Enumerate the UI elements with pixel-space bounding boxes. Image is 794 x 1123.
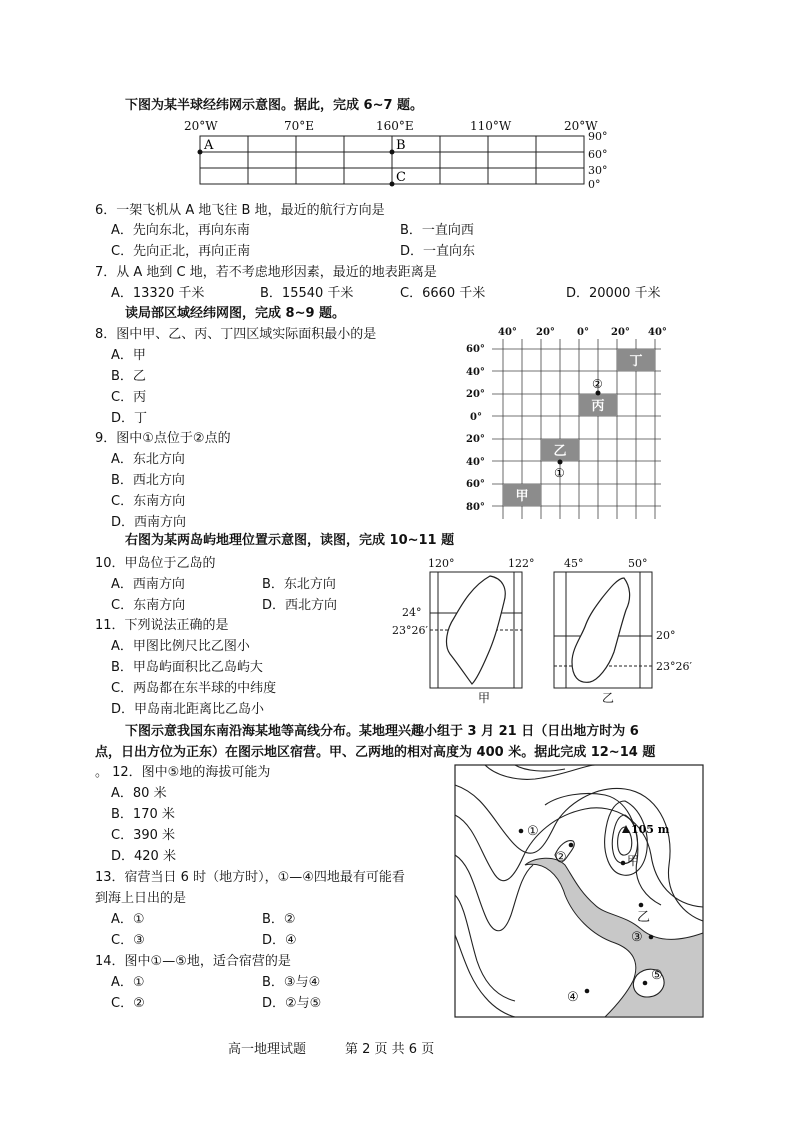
option: D．④	[262, 933, 297, 948]
option: B．170 米	[111, 807, 175, 822]
option: C．东南方向	[111, 494, 186, 509]
point-2	[596, 391, 601, 396]
intro-12-14-line2: 点，日出方位为正东）在图示地区宿营。甲、乙两地的相对高度为 400 米。据此完成 12~14 题	[95, 745, 656, 760]
intro-10-11: 右图为某两岛屿地理位置示意图，读图，完成 10~11 题	[125, 533, 455, 548]
option: C．东南方向	[111, 598, 186, 613]
svg-text:①: ①	[527, 824, 539, 839]
footer-page-number: 第 2 页 共 6 页	[345, 1042, 435, 1057]
option: D．西北方向	[262, 598, 338, 613]
option: C．先向正北，再向正南	[111, 244, 251, 259]
option: D．丁	[111, 411, 148, 426]
svg-text:23°26′: 23°26′	[656, 660, 692, 673]
svg-text:23°26′: 23°26′	[392, 624, 428, 637]
option: B．东北方向	[262, 577, 336, 592]
footer-subject: 高一地理试题	[228, 1042, 307, 1057]
intro-8-9: 读局部区域经纬网图，完成 8~9 题。	[125, 306, 346, 321]
svg-text:乙: 乙	[637, 910, 651, 925]
point-label: B	[396, 138, 406, 153]
option: C．丙	[111, 390, 147, 405]
lon-label: 110°W	[470, 119, 512, 133]
question-13-stem: 13．宿营当日 6 时（地方时），①—④四地最有可能看	[95, 870, 405, 885]
svg-text:80°: 80°	[466, 502, 485, 513]
svg-text:0°: 0°	[577, 327, 589, 338]
svg-text:40°: 40°	[648, 327, 667, 338]
lat-label: 30°	[588, 164, 608, 177]
question-12-stem: 。 12．图中⑤地的海拔可能为	[95, 765, 271, 780]
option: B．乙	[111, 369, 146, 384]
option: A．13320 千米	[111, 286, 205, 301]
option: A．先向东北，再向东南	[111, 223, 250, 238]
contour-map	[455, 765, 703, 1017]
option: B．一直向西	[400, 223, 474, 238]
svg-text:③: ③	[631, 930, 643, 945]
point-label: C	[396, 170, 406, 185]
svg-text:④: ④	[567, 990, 579, 1005]
svg-text:乙: 乙	[602, 691, 615, 705]
option: C．两岛都在东半球的中纬度	[111, 681, 277, 696]
point-label: A	[204, 138, 214, 153]
svg-text:②: ②	[555, 850, 567, 865]
graticule-figure-1	[180, 118, 610, 194]
option: B．西北方向	[111, 473, 185, 488]
svg-text:20°: 20°	[611, 327, 630, 338]
option: A．东北方向	[111, 452, 185, 467]
svg-text:122°: 122°	[508, 557, 535, 570]
svg-text:50°: 50°	[628, 557, 648, 570]
svg-text:40°: 40°	[466, 367, 485, 378]
lat-label: 0°	[588, 178, 601, 191]
svg-text:60°: 60°	[466, 479, 485, 490]
svg-text:丁: 丁	[629, 354, 643, 369]
option: A．①	[111, 912, 145, 927]
option: C．③	[111, 933, 145, 948]
option: B．③与④	[262, 975, 321, 990]
question-14-stem: 14．图中①—⑤地，适合宿营的是	[95, 954, 291, 969]
question-8-stem: 8．图中甲、乙、丙、丁四区域实际面积最小的是	[95, 327, 377, 342]
option: A．甲图比例尺比乙图小	[111, 639, 250, 654]
intro-6-7: 下图为某半球经纬网示意图。据此，完成 6~7 题。	[125, 98, 424, 113]
svg-text:①: ①	[554, 466, 565, 480]
option: D．一直向东	[400, 244, 476, 259]
svg-text:0°: 0°	[470, 412, 482, 423]
svg-text:甲: 甲	[515, 489, 529, 504]
option: D．甲岛南北距离比乙岛小	[111, 702, 265, 717]
lat-label: 60°	[588, 148, 608, 161]
lon-label: 20°W	[184, 119, 218, 133]
svg-text:20°: 20°	[536, 327, 555, 338]
svg-text:120°: 120°	[428, 557, 455, 570]
svg-text:甲: 甲	[627, 854, 640, 868]
option: D．420 米	[111, 849, 176, 864]
option: D．西南方向	[111, 515, 187, 530]
option: C．390 米	[111, 828, 176, 843]
svg-text:20°: 20°	[656, 629, 676, 642]
question-11-stem: 11．下列说法正确的是	[95, 618, 229, 633]
option: A．甲	[111, 348, 146, 363]
svg-text:20°: 20°	[466, 434, 485, 445]
option: D．20000 千米	[566, 286, 661, 301]
lon-label: 70°E	[284, 119, 315, 133]
point-b	[390, 150, 395, 155]
option: B．②	[262, 912, 296, 927]
svg-text:40°: 40°	[466, 457, 485, 468]
question-9-stem: 9．图中①点位于②点的	[95, 431, 231, 446]
point-1	[558, 460, 563, 465]
option: C．②	[111, 996, 145, 1011]
svg-text:40°: 40°	[498, 327, 517, 338]
question-10-stem: 10．甲岛位于乙岛的	[95, 556, 216, 571]
option: A．80 米	[111, 786, 167, 801]
svg-text:⑤: ⑤	[651, 968, 663, 983]
question-7-stem: 7．从 A 地到 C 地，若不考虑地形因素，最近的地表距离是	[95, 265, 437, 280]
intro-12-14-line1: 下图示意我国东南沿海某地等高线分布。某地理兴趣小组于 3 月 21 日（日出地方时为 6	[125, 724, 639, 739]
question-13-stem-cont: 到海上日出的是	[95, 891, 187, 906]
svg-text:丙: 丙	[591, 399, 605, 414]
svg-text:甲: 甲	[478, 691, 491, 705]
question-6-stem: 6．一架飞机从 A 地飞往 B 地，最近的航行方向是	[95, 203, 385, 218]
svg-text:20°: 20°	[466, 389, 485, 400]
svg-text:105 m: 105 m	[631, 823, 670, 836]
point-a	[198, 150, 203, 155]
option: D．②与⑤	[262, 996, 322, 1011]
option: A．①	[111, 975, 145, 990]
svg-text:24°: 24°	[402, 606, 422, 619]
point-c	[390, 182, 395, 187]
option: C．6660 千米	[400, 286, 486, 301]
svg-text:60°: 60°	[466, 344, 485, 355]
svg-text:45°: 45°	[564, 557, 584, 570]
svg-text:②: ②	[592, 377, 603, 391]
svg-text:乙: 乙	[553, 444, 567, 459]
option: B．甲岛屿面积比乙岛屿大	[111, 660, 263, 675]
lon-label: 160°E	[376, 119, 414, 133]
lon-label: 20°W	[564, 119, 598, 133]
option: A．西南方向	[111, 577, 185, 592]
islands-figure	[392, 556, 692, 708]
option: B．15540 千米	[260, 286, 354, 301]
lat-label: 90°	[588, 130, 608, 143]
graticule-figure-2	[466, 325, 676, 525]
